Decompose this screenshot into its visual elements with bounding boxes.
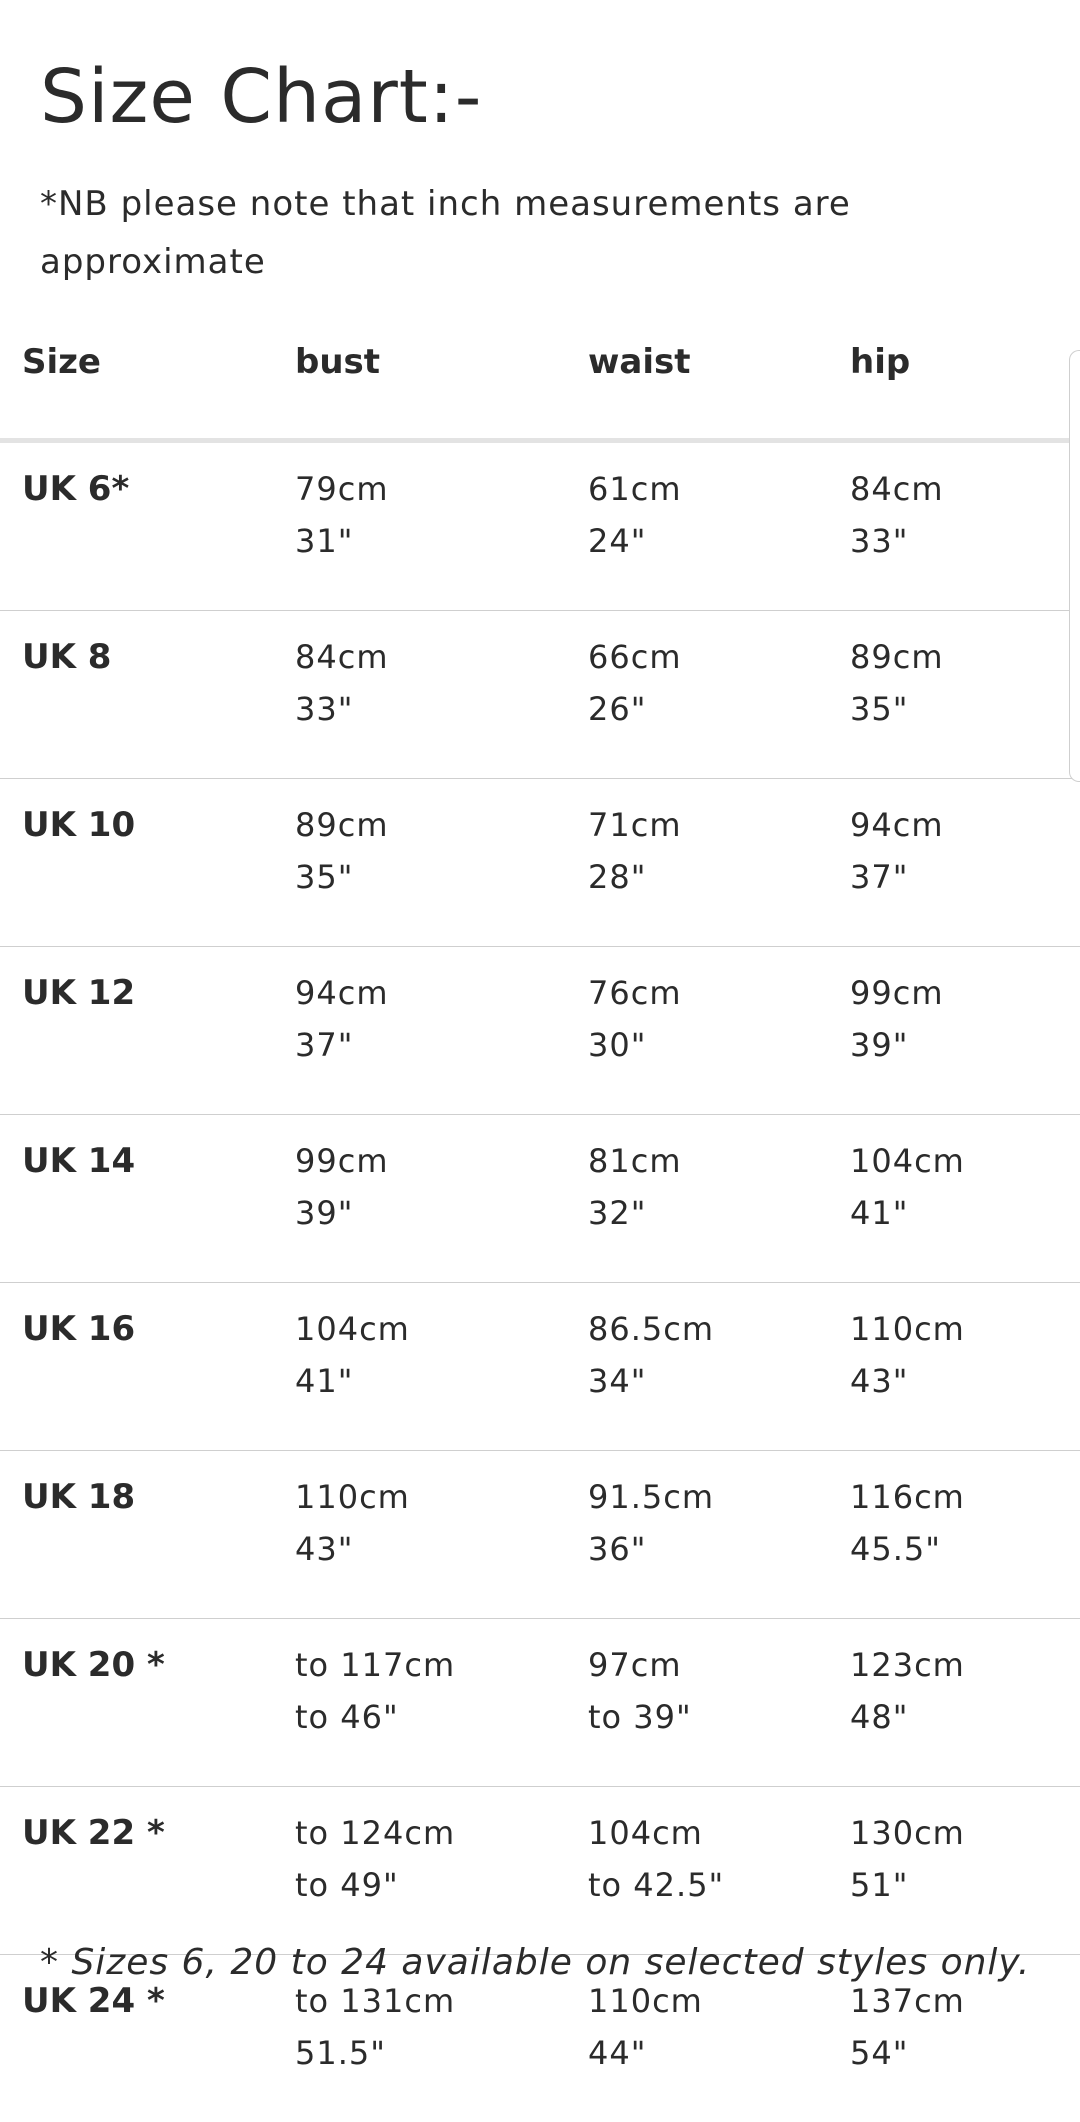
waist-cell: [566, 779, 828, 947]
waist-cm-value: 81cm: [588, 1135, 828, 1187]
waist-cm-value: 110cm: [588, 1975, 828, 2027]
hip-inch-value: 51": [850, 1859, 1080, 1911]
waist-cm-value: 76cm: [588, 967, 828, 1019]
hip-inch-value: 54": [850, 2027, 1080, 2079]
waist-cm-value: 71cm: [588, 799, 828, 851]
hip-cell: [828, 441, 1080, 611]
bust-cm-value: 84cm: [295, 631, 566, 683]
hip-inch-value: 33": [850, 515, 1080, 567]
hip-cm-value: 110cm: [850, 1303, 1080, 1355]
size-label: UK 8: [0, 611, 273, 779]
waist-cell: [566, 1283, 828, 1451]
size-label: UK 12: [0, 947, 273, 1115]
hip-inch-value: 35": [850, 683, 1080, 735]
waist-inch-value: 34": [588, 1355, 828, 1407]
hip-cm-value: 104cm: [850, 1135, 1080, 1187]
column-header-bust: bust: [273, 320, 566, 441]
waist-cm-value: 66cm: [588, 631, 828, 683]
hip-cm-value: 84cm: [850, 463, 1080, 515]
column-header-size: Size: [0, 320, 273, 441]
hip-inch-value: 39": [850, 1019, 1080, 1071]
hip-cm-value: 94cm: [850, 799, 1080, 851]
bust-cm-value: 110cm: [295, 1471, 566, 1523]
bust-inch-value: 41": [295, 1355, 566, 1407]
bust-inch-value: 37": [295, 1019, 566, 1071]
hip-cell: [828, 611, 1080, 779]
page-title: Size Chart:-: [40, 55, 482, 140]
hip-inch-value: 37": [850, 851, 1080, 903]
column-header-hip: hip: [828, 320, 1080, 441]
hip-inch-value: 41": [850, 1187, 1080, 1239]
hip-cm-value: 99cm: [850, 967, 1080, 1019]
bust-cm-value: 104cm: [295, 1303, 566, 1355]
bust-cm-value: to 131cm: [295, 1975, 566, 2027]
table-header-row: [0, 320, 1080, 441]
bust-cm-value: 89cm: [295, 799, 566, 851]
waist-inch-value: 30": [588, 1019, 828, 1071]
bust-cell: [273, 779, 566, 947]
waist-inch-value: 44": [588, 2027, 828, 2079]
bust-cell: [273, 441, 566, 611]
table-row: [0, 1451, 1080, 1619]
availability-footnote: * Sizes 6, 20 to 24 available on selected styles only.: [40, 1942, 1030, 1983]
hip-cm-value: 130cm: [850, 1807, 1080, 1859]
bust-cm-value: 99cm: [295, 1135, 566, 1187]
bust-cm-value: to 124cm: [295, 1807, 566, 1859]
waist-cm-value: 91.5cm: [588, 1471, 828, 1523]
waist-cell: [566, 1619, 828, 1787]
bust-cm-value: 79cm: [295, 463, 566, 515]
waist-inch-value: 26": [588, 683, 828, 735]
bust-inch-value: 39": [295, 1187, 566, 1239]
table-body: [0, 441, 1080, 2122]
hip-cm-value: 123cm: [850, 1639, 1080, 1691]
waist-cell: [566, 611, 828, 779]
waist-inch-value: 36": [588, 1523, 828, 1575]
size-label: UK 18: [0, 1451, 273, 1619]
measurement-note: *NB please note that inch measurements are approximate: [40, 175, 1000, 291]
hip-cm-value: 89cm: [850, 631, 1080, 683]
table-row: [0, 611, 1080, 779]
bust-cell: [273, 1451, 566, 1619]
hip-cm-value: 116cm: [850, 1471, 1080, 1523]
hip-cell: [828, 1787, 1080, 1955]
bust-cm-value: to 117cm: [295, 1639, 566, 1691]
waist-cm-value: 104cm: [588, 1807, 828, 1859]
hip-cell: [828, 947, 1080, 1115]
table-row: [0, 947, 1080, 1115]
hip-cell: [828, 1451, 1080, 1619]
table-row: [0, 1283, 1080, 1451]
bust-inch-value: 35": [295, 851, 566, 903]
clipped-previous-text: [40, 0, 820, 6]
size-label: UK 20 *: [0, 1619, 273, 1787]
waist-cell: [566, 1787, 828, 1955]
bust-inch-value: to 49": [295, 1859, 566, 1911]
bust-cm-value: 94cm: [295, 967, 566, 1019]
bust-cell: [273, 1115, 566, 1283]
waist-inch-value: 28": [588, 851, 828, 903]
bust-inch-value: 33": [295, 683, 566, 735]
bust-cell: [273, 1283, 566, 1451]
bust-cell: [273, 1787, 566, 1955]
waist-inch-value: to 39": [588, 1691, 828, 1743]
bust-inch-value: 51.5": [295, 2027, 566, 2079]
hip-inch-value: 43": [850, 1355, 1080, 1407]
size-label: UK 22 *: [0, 1787, 273, 1955]
waist-cell: [566, 1451, 828, 1619]
hip-inch-value: 48": [850, 1691, 1080, 1743]
waist-inch-value: 24": [588, 515, 828, 567]
size-label: UK 16: [0, 1283, 273, 1451]
bust-inch-value: to 46": [295, 1691, 566, 1743]
size-chart-table: [0, 320, 1080, 2122]
bust-cell: [273, 947, 566, 1115]
waist-cm-value: 61cm: [588, 463, 828, 515]
size-label: UK 10: [0, 779, 273, 947]
scrollbar[interactable]: [1069, 350, 1080, 782]
bust-inch-value: 43": [295, 1523, 566, 1575]
size-label: UK 6*: [0, 441, 273, 611]
hip-cell: [828, 779, 1080, 947]
table-row: [0, 1115, 1080, 1283]
hip-cell: [828, 1115, 1080, 1283]
hip-cell: [828, 1619, 1080, 1787]
table-row: [0, 1787, 1080, 1955]
size-label: UK 24 *: [0, 1955, 273, 2122]
bust-cell: [273, 611, 566, 779]
waist-cm-value: 86.5cm: [588, 1303, 828, 1355]
waist-inch-value: 32": [588, 1187, 828, 1239]
hip-cm-value: 137cm: [850, 1975, 1080, 2027]
waist-cell: [566, 1115, 828, 1283]
table-row: [0, 779, 1080, 947]
bust-cell: [273, 1619, 566, 1787]
waist-cm-value: 97cm: [588, 1639, 828, 1691]
size-label: UK 14: [0, 1115, 273, 1283]
waist-inch-value: to 42.5": [588, 1859, 828, 1911]
bust-inch-value: 31": [295, 515, 566, 567]
waist-cell: [566, 441, 828, 611]
table-row: [0, 441, 1080, 611]
waist-cell: [566, 947, 828, 1115]
table-row: [0, 1619, 1080, 1787]
column-header-waist: waist: [566, 320, 828, 441]
hip-inch-value: 45.5": [850, 1523, 1080, 1575]
hip-cell: [828, 1283, 1080, 1451]
